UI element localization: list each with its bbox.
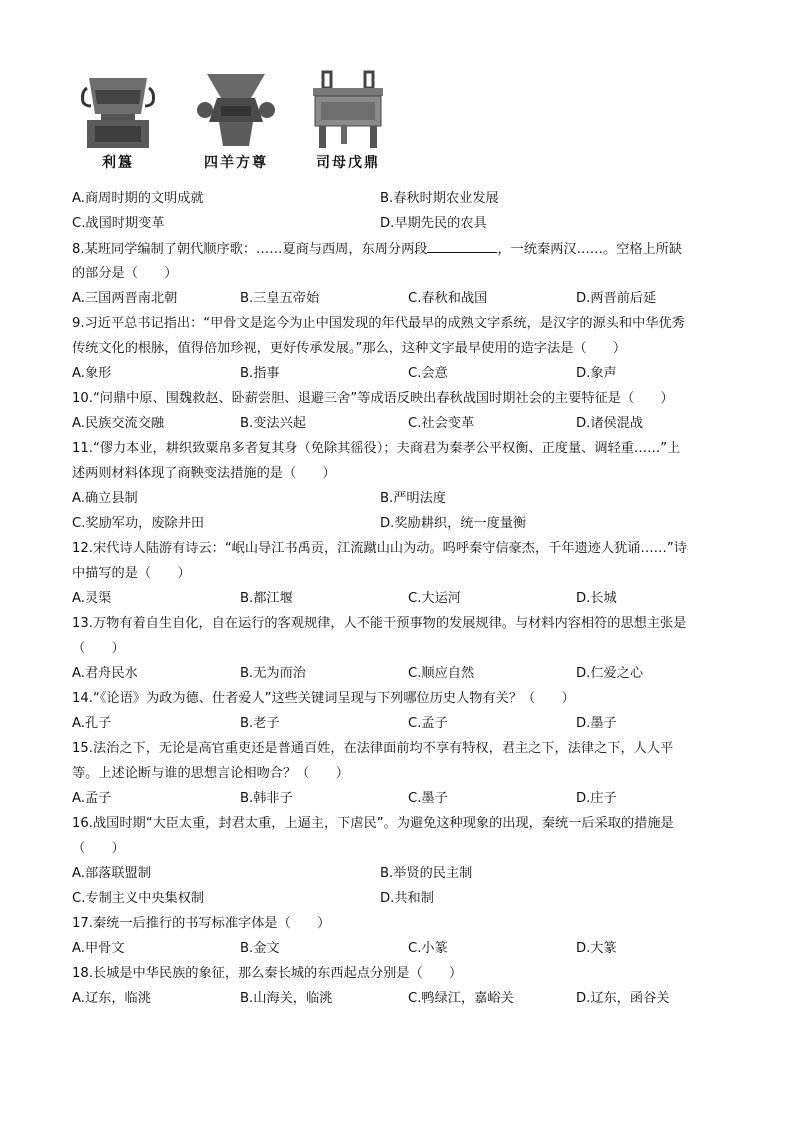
figure-caption-simuwuding: 司母戊鼎 <box>316 155 380 171</box>
q16-option-b[interactable]: B.举贤的民主制 <box>380 866 473 881</box>
figure-caption-ligui: 利簋 <box>102 155 134 171</box>
q12-option-c[interactable]: C.大运河 <box>408 591 461 606</box>
q11-option-d[interactable]: D.奖励耕织，统一度量衡 <box>380 516 527 531</box>
q12-option-a[interactable]: A.灵渠 <box>72 591 112 606</box>
q7-option-b[interactable]: B.春秋时期农业发展 <box>380 191 499 206</box>
q15-option-b[interactable]: B.韩非子 <box>240 791 293 806</box>
q13-option-d[interactable]: D.仁爱之心 <box>576 666 644 681</box>
ding-vessel-icon <box>303 70 393 150</box>
q7-option-c[interactable]: C.战国时期变革 <box>72 216 165 231</box>
figure-siyangfangzun <box>190 70 282 172</box>
q8-stem-line2: 的部分是（ ） <box>72 266 178 281</box>
q8-stem-part2: ，一统秦两汉……。空格上所缺 <box>497 242 683 257</box>
q9-stem-line2: 传统文化的根脉，值得倍加珍视，更好传承发展。”那么，这种文字最早使用的造字法是（ ） <box>72 341 627 356</box>
q14-stem-line1: 14.“《论语》为政为德、仕者爱人”这些关键词呈现与下列哪位历史人物有关？（ ） <box>72 691 575 706</box>
q11-stem-line1: 11.“僇力本业，耕织致粟帛多者复其身（免除其徭役）；夫商君为秦孝公平权衡、正度量、调轻重……”上 <box>72 441 681 456</box>
q18-option-b[interactable]: B.山海关，临洮 <box>240 991 333 1006</box>
q11-stem-line2: 述两则材料体现了商鞅变法措施的是（ ） <box>72 466 336 481</box>
q9-option-c[interactable]: C.会意 <box>408 366 448 381</box>
q17-stem-line1: 17.秦统一后推行的书写标准字体是（ ） <box>72 916 331 931</box>
q13-stem-line1: 13.万物有着自生自化，自在运行的客观规律，人不能干预事物的发展规律。与材料内容相符的思想主张是 <box>72 616 687 631</box>
q17-option-d[interactable]: D.大篆 <box>576 941 617 956</box>
q14-option-a[interactable]: A.孔子 <box>72 716 112 731</box>
gui-vessel-icon <box>73 70 163 150</box>
q8-stem-part1: 8.某班同学编制了朝代顺序歌：……夏商与西周，东周分两段 <box>72 242 428 257</box>
q15-stem-line1: 15.法治之下，无论是高官重吏还是普通百姓，在法律面前均不享有特权，君主之下，法律之下，人人平 <box>72 741 674 756</box>
q10-option-c[interactable]: C.社会变革 <box>408 416 475 431</box>
q9-stem-line1: 9.习近平总书记指出：“甲骨文是迄今为止中国发现的年代最早的成熟文字系统，是汉字的源头和中华优秀 <box>72 316 685 331</box>
q11-option-c[interactable]: C.奖励军功，废除井田 <box>72 516 205 531</box>
figure-ligui <box>72 70 164 172</box>
q17-option-c[interactable]: C.小篆 <box>408 941 448 956</box>
q9-option-a[interactable]: A.象形 <box>72 366 112 381</box>
q11-option-b[interactable]: B.严明法度 <box>380 491 446 506</box>
q8-option-c[interactable]: C.春秋和战国 <box>408 291 488 306</box>
q10-option-a[interactable]: A.民族交流交融 <box>72 416 165 431</box>
q15-option-c[interactable]: C.墨子 <box>408 791 448 806</box>
q17-option-b[interactable]: B.金文 <box>240 941 280 956</box>
q10-stem-line1: 10.“问鼎中原、围魏救赵、卧薪尝胆、退避三舍”等成语反映出春秋战国时期社会的主要特征是（ ） <box>72 391 674 406</box>
q16-option-c[interactable]: C.专制主义中央集权制 <box>72 891 205 906</box>
q12-option-b[interactable]: B.都江堰 <box>240 591 293 606</box>
q18-option-c[interactable]: C.鸭绿江，嘉峪关 <box>408 991 514 1006</box>
q16-option-d[interactable]: D.共和制 <box>380 891 434 906</box>
q18-stem-line1: 18.长城是中华民族的象征，那么秦长城的东西起点分别是（ ） <box>72 966 463 981</box>
q14-option-d[interactable]: D.墨子 <box>576 716 617 731</box>
q13-option-b[interactable]: B.无为而治 <box>240 666 306 681</box>
q13-stem-line2: （ ） <box>72 641 125 656</box>
q13-option-c[interactable]: C.顺应自然 <box>408 666 475 681</box>
q16-stem-line1: 16.战国时期“大臣太重，封君太重，上逼主，下虐民”。为避免这种现象的出现，秦统一后采取的措施是 <box>72 816 674 831</box>
q15-option-a[interactable]: A.孟子 <box>72 791 112 806</box>
q7-option-a[interactable]: A.商周时期的文明成就 <box>72 191 204 206</box>
q12-stem-line1: 12.宋代诗人陆游有诗云：“岷山导江书禹贡，江流蹴山山为动。呜呼秦守信豪杰，千年遗迹人犹诵……”诗 <box>72 541 687 556</box>
q9-option-d[interactable]: D.象声 <box>576 366 617 381</box>
figure-simuwuding <box>302 70 394 172</box>
figure-caption-siyangfangzun: 四羊方尊 <box>204 155 268 171</box>
q10-option-b[interactable]: B.变法兴起 <box>240 416 306 431</box>
bronze-figures <box>72 70 412 180</box>
q14-option-b[interactable]: B.老子 <box>240 716 280 731</box>
q16-stem-line2: （ ） <box>72 841 125 856</box>
q8-blank <box>427 240 497 253</box>
q12-option-d[interactable]: D.长城 <box>576 591 617 606</box>
q16-option-a[interactable]: A.部落联盟制 <box>72 866 151 881</box>
zun-vessel-icon <box>191 70 281 150</box>
q7-option-d[interactable]: D.早期先民的农具 <box>380 216 487 231</box>
q8-option-d[interactable]: D.两晋前后延 <box>576 291 657 306</box>
q14-option-c[interactable]: C.孟子 <box>408 716 448 731</box>
q8-option-a[interactable]: A.三国两晋南北朝 <box>72 291 178 306</box>
q11-option-a[interactable]: A.确立县制 <box>72 491 138 506</box>
q13-option-a[interactable]: A.君舟民水 <box>72 666 138 681</box>
q9-option-b[interactable]: B.指事 <box>240 366 280 381</box>
q17-option-a[interactable]: A.甲骨文 <box>72 941 125 956</box>
q15-stem-line2: 等。上述论断与谁的思想言论相吻合？（ ） <box>72 766 349 781</box>
q18-option-a[interactable]: A.辽东，临洮 <box>72 991 151 1006</box>
q15-option-d[interactable]: D.庄子 <box>576 791 617 806</box>
q8-option-b[interactable]: B.三皇五帝始 <box>240 291 320 306</box>
q18-option-d[interactable]: D.辽东，函谷关 <box>576 991 670 1006</box>
q8-stem-line1 <box>72 240 682 259</box>
q12-stem-line2: 中描写的是（ ） <box>72 566 191 581</box>
q10-option-d[interactable]: D.诸侯混战 <box>576 416 644 431</box>
